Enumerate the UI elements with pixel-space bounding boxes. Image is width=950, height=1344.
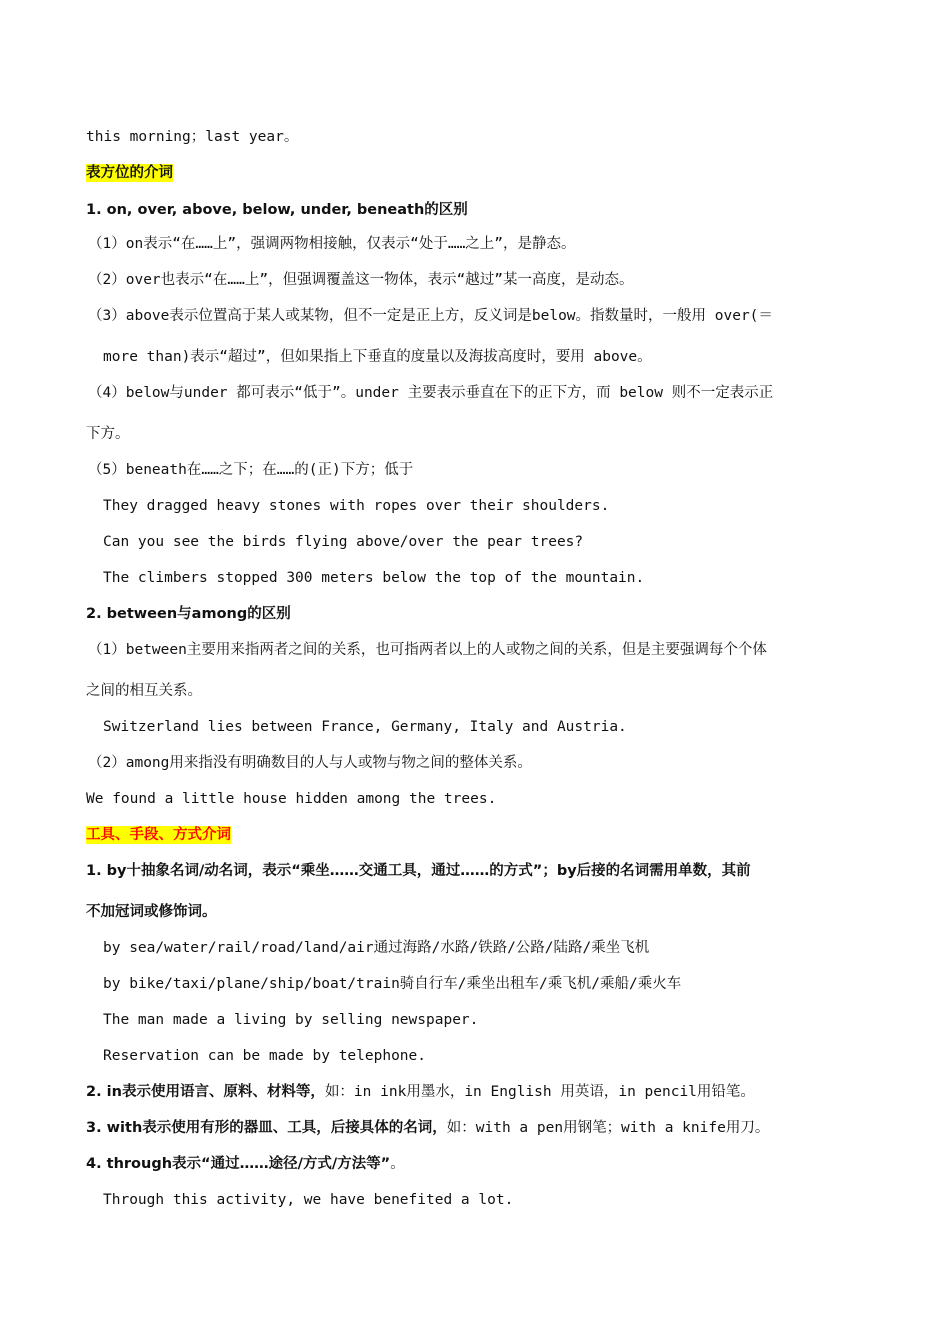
text-line: （3）above表示位置高于某人或某物，但不一定是正上方，反义词是below。指数量时，一般用 over(＝ bbox=[88, 308, 773, 324]
section-heading bbox=[86, 163, 173, 183]
text-line: （2）among用来指没有明确数目的人与人或物与物之间的整体关系。 bbox=[88, 755, 532, 771]
text-line: （1）between主要用来指两者之间的关系，也可指两者以上的人或物之间的关系，但是主要强调每个个体 bbox=[88, 642, 767, 658]
example-sentence: The climbers stopped 300 meters below the top of the mountain. bbox=[103, 570, 645, 586]
subheading: 1. on, over, above, below, under, beneath的区别 bbox=[86, 202, 468, 218]
example-sentence: Switzerland lies between France, Germany, Italy and Austria. bbox=[103, 719, 627, 735]
rule-label: 4. through表示“通过……途径/方式/方法等” bbox=[86, 1156, 391, 1172]
example-sentence: The man made a living by selling newspaper. bbox=[103, 1012, 479, 1028]
rule-examples: 如：with a pen用钢笔；with a knife用刀。 bbox=[446, 1120, 770, 1136]
rule-examples: 如：in ink用墨水，in English 用英语，in pencil用铅笔。 bbox=[324, 1084, 755, 1100]
text-line: （4）below与under 都可表示“低于”。under 主要表示垂直在下的正下方，而 below 则不一定表示正 bbox=[88, 385, 774, 401]
text-line: 下方。 bbox=[86, 426, 130, 442]
example-sentence: Can you see the birds flying above/over the pear trees? bbox=[103, 534, 584, 550]
example-sentence: They dragged heavy stones with ropes over their shoulders. bbox=[103, 498, 610, 514]
text-line: this morning；last year。 bbox=[86, 129, 299, 145]
text-line bbox=[86, 1082, 755, 1102]
example-sentence: Through this activity, we have benefited a lot. bbox=[103, 1192, 514, 1208]
text-line: more than)表示“超过”，但如果指上下垂直的度量以及海拔高度时，要用 above。 bbox=[103, 349, 652, 365]
text-line: （5）beneath在……之下；在……的(正)下方；低于 bbox=[88, 462, 414, 478]
text-line: （2）over也表示“在……上”，但强调覆盖这一物体，表示“越过”某一高度，是动态。 bbox=[88, 272, 634, 288]
example-sentence: by sea/water/rail/road/land/air通过海路/水路/铁路/公路/陆路/乘坐飞机 bbox=[103, 940, 650, 956]
example-sentence: We found a little house hidden among the trees. bbox=[86, 791, 497, 807]
subheading: 不加冠词或修饰词。 bbox=[86, 904, 217, 920]
text-line: （1）on表示“在……上”，强调两物相接触，仅表示“处于……之上”，是静态。 bbox=[88, 236, 576, 252]
heading-highlight: 表方位的介词 bbox=[86, 165, 173, 181]
text-line bbox=[86, 1118, 769, 1138]
example-sentence: Reservation can be made by telephone. bbox=[103, 1048, 427, 1064]
subheading: 1. by十抽象名词/动名词，表示“乘坐……交通工具，通过……的方式”；by后接的名词需用单数，其前 bbox=[86, 863, 751, 879]
rule-end: 。 bbox=[390, 1156, 405, 1172]
section-heading bbox=[86, 825, 231, 845]
text-line: 之间的相互关系。 bbox=[86, 683, 202, 699]
example-sentence: by bike/taxi/plane/ship/boat/train骑自行车/乘坐出租车/乘飞机/乘船/乘火车 bbox=[103, 976, 682, 992]
rule-label: 2. in表示使用语言、原料、材料等， bbox=[86, 1084, 325, 1100]
subheading: 2. between与among的区别 bbox=[86, 606, 291, 622]
heading-highlight: 工具、手段、方式介词 bbox=[86, 827, 231, 843]
rule-label: 3. with表示使用有形的器皿、工具，后接具体的名词， bbox=[86, 1120, 447, 1136]
text-line bbox=[86, 1154, 405, 1174]
